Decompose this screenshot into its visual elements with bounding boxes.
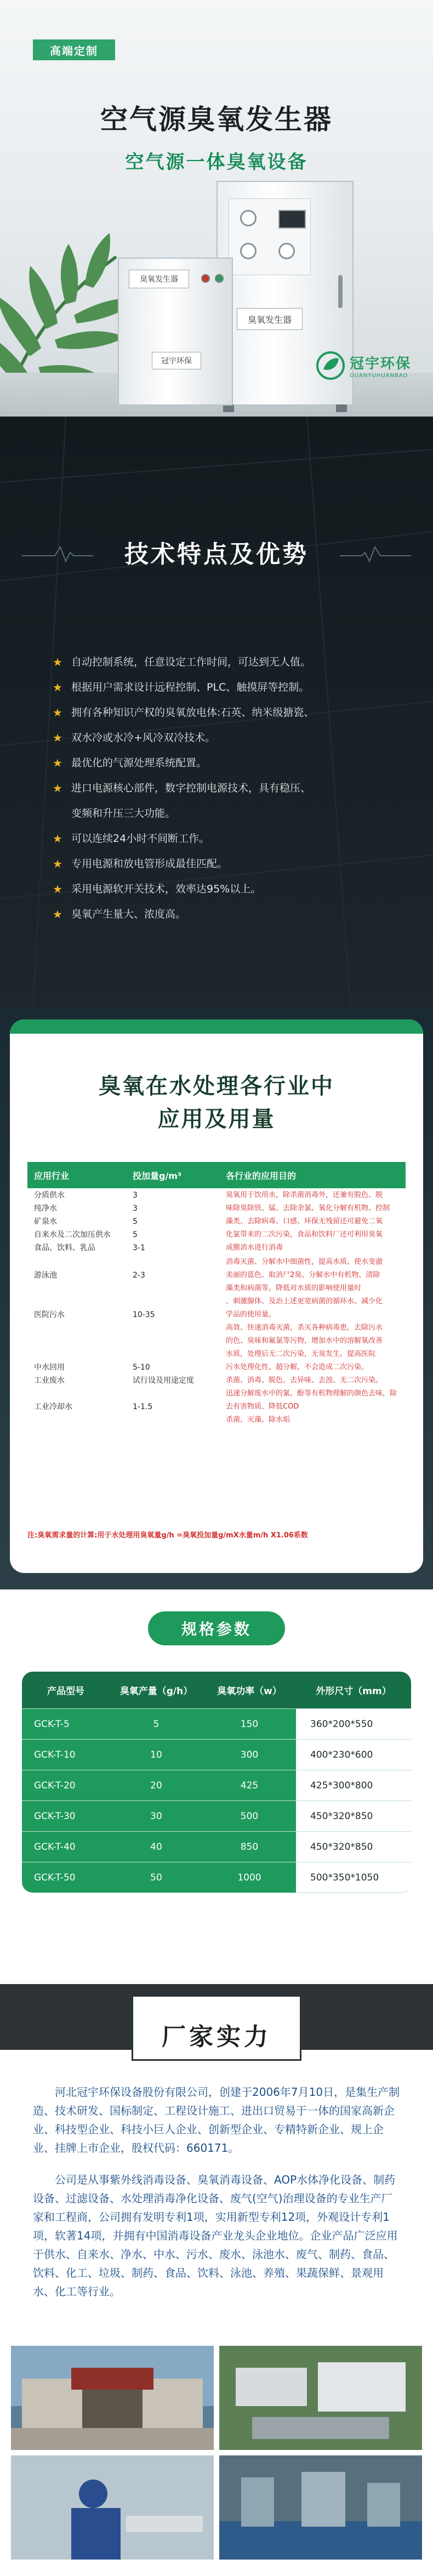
table-row: [27, 1308, 406, 1321]
application-section: [0, 1008, 433, 1589]
brand-logo: [316, 351, 411, 380]
table-row: [27, 1268, 406, 1281]
table-cell-power: 425: [203, 1770, 296, 1801]
star-icon: ★: [53, 908, 62, 921]
company-intro: 河北冠宇环保设备股份有限公司，创建于2006年7月10日，是集生产制造、技术研发、国标制定、工程设计施工、进出口贸易于一体的国家高新企业、科技型企业、科技小巨人企业、创新型企业、专精特新企业、规上企业、挂牌上市企业，股权代码：660171。: [33, 2085, 400, 2155]
table-cell-model: GCK-T-10: [22, 1740, 110, 1770]
table-cell-industry: [27, 1295, 126, 1308]
features-section: [0, 417, 433, 1008]
feature-item: [53, 826, 403, 851]
table-cell-industry: 医院污水: [34, 1310, 65, 1319]
feature-text: 采用电源软开关技术，效率达95%以上。: [71, 883, 261, 895]
table-cell-size: 450*320*850: [296, 1801, 411, 1832]
feature-item: [53, 801, 403, 826]
card-accent-bar: [10, 1019, 423, 1034]
table-cell-power: 1000: [203, 1862, 296, 1893]
application-table: [27, 1162, 406, 1426]
table-cell-model: GCK-T-5: [22, 1709, 110, 1740]
star-icon: ★: [53, 756, 62, 770]
page-subtitle: 空气源一体臭氧设备: [125, 151, 308, 173]
power-button-icon: [215, 274, 224, 283]
star-icon: ★: [53, 782, 62, 795]
table-cell-output: 5: [110, 1709, 203, 1740]
table-cell-size: 450*320*850: [296, 1832, 411, 1862]
cabinet-foot: [223, 404, 234, 412]
table-cell-purpose: 味除臭除铁、锰、去除余氯、氧化分解有机物、控制: [226, 1204, 390, 1212]
table-header: 投加量g/m³: [126, 1162, 219, 1188]
table-cell-dose: 5-10: [133, 1363, 150, 1372]
table-cell-dose: 1-1.5: [133, 1403, 153, 1411]
control-panel: [229, 198, 311, 275]
table-cell-dose: 5: [133, 1230, 138, 1239]
cabinet-nameplate: 臭氧发生器: [237, 308, 303, 330]
table-cell-dose: 3: [133, 1191, 138, 1200]
star-icon: ★: [53, 656, 62, 669]
manufacturer-section: [0, 1962, 433, 2576]
table-cell-purpose: 去有害物质、降低COD: [226, 1403, 299, 1411]
cabinet-nameplate: 臭氧发生器: [129, 270, 189, 288]
star-icon: ★: [53, 681, 62, 694]
table-cell-dose: [126, 1255, 219, 1268]
table-cell-purpose: 学品的使用量。: [226, 1310, 276, 1319]
table-cell-industry: 分质供水: [34, 1191, 65, 1200]
table-row: [27, 1201, 406, 1215]
table-cell-industry: 工业废水: [34, 1376, 65, 1385]
table-cell-industry: 中水回用: [34, 1363, 65, 1372]
cabinet-foot: [336, 404, 347, 412]
table-header: 臭氧功率（w）: [203, 1672, 296, 1709]
star-icon: ★: [53, 706, 62, 719]
star-icon: ★: [53, 882, 62, 896]
table-row: [27, 1255, 406, 1268]
manufacturer-header: [0, 1984, 433, 2050]
table-cell-industry: [27, 1321, 126, 1334]
table-cell-dose: [126, 1387, 219, 1400]
workshop-photo: [219, 2455, 422, 2560]
table-cell-model: GCK-T-30: [22, 1801, 110, 1832]
specs-table: [22, 1672, 411, 1893]
features-title: 技术特点及优势: [124, 540, 309, 568]
door-handle: [338, 275, 343, 308]
table-row: [27, 1295, 406, 1308]
table-header: 外形尺寸（mm）: [296, 1672, 411, 1709]
table-cell-dose: 3: [133, 1204, 138, 1213]
table-cell-output: 50: [110, 1862, 203, 1893]
table-row: [27, 1347, 406, 1360]
table-row: [22, 1862, 411, 1893]
table-row: [27, 1321, 406, 1334]
table-header: 产品型号: [22, 1672, 110, 1709]
table-cell-power: 500: [203, 1801, 296, 1832]
star-icon: ★: [53, 731, 62, 744]
specs-title: 规格参数: [148, 1611, 285, 1645]
table-cell-output: 20: [110, 1770, 203, 1801]
table-cell-industry: 工业冷却水: [34, 1403, 72, 1411]
plant-aerial-photo: [219, 2346, 422, 2450]
table-cell-purpose: 藻类、去除病毒、口感、环保无残留还可避免二氧: [226, 1217, 383, 1226]
table-cell-output: 40: [110, 1832, 203, 1862]
table-cell-industry: [27, 1347, 126, 1360]
table-row: [27, 1188, 406, 1201]
table-row: [27, 1215, 406, 1228]
table-cell-dose: [126, 1321, 219, 1334]
feature-text: 拥有各种知识产权的臭氧放电体:石英、纳米级搪瓷、: [71, 706, 315, 719]
table-cell-model: GCK-T-40: [22, 1832, 110, 1862]
feature-item: [53, 750, 403, 776]
feature-item: [53, 649, 403, 675]
table-cell-industry: 游泳池: [34, 1271, 57, 1280]
table-cell-output: 30: [110, 1801, 203, 1832]
gauge-icon: [240, 210, 257, 226]
feature-item: [53, 876, 403, 902]
dosage-formula-note: 注:臭氧需求量的计算:用于水处理用臭氧量g/h =臭氧投加量g/mX水量m/h X1.06系数: [27, 1531, 308, 1540]
table-cell-output: 10: [110, 1740, 203, 1770]
star-icon: ★: [53, 857, 62, 870]
features-list: [53, 649, 403, 927]
application-title-line1: 臭氧在水处理各行业中: [99, 1074, 334, 1099]
feature-text: 双水冷或水冷+风冷双冷技术。: [71, 732, 215, 744]
table-cell-dose: 10-35: [133, 1310, 155, 1319]
table-cell-dose: [126, 1334, 219, 1347]
table-cell-dose: [126, 1347, 219, 1360]
manufacturer-title: 厂家实力: [162, 2023, 271, 2051]
worker-welding-photo: [11, 2455, 214, 2560]
table-cell-purpose: 杀菌、消毒、脱色、去异味、去浊、无二次污染。: [226, 1376, 383, 1384]
table-header: 各行业的应用目的: [219, 1162, 406, 1188]
table-header: 臭氧产量（g/h）: [110, 1672, 203, 1709]
table-cell-model: GCK-T-50: [22, 1862, 110, 1893]
table-cell-purpose: 藻类和病菌等。降低对水质的影响使用量时: [226, 1284, 362, 1292]
table-cell-purpose: 高效、快速消毒灭菌，杀灭各种病毒患，去除污水: [226, 1324, 383, 1332]
table-cell-purpose: 杀菌、灭藻、除水垢: [226, 1416, 290, 1424]
logo-english: GUANYUHUANBAO: [349, 373, 408, 379]
table-row: [22, 1801, 411, 1832]
table-cell-industry: 纯净水: [34, 1204, 57, 1213]
table-cell-size: 425*300*800: [296, 1770, 411, 1801]
small-ozone-cabinet: [118, 258, 233, 406]
table-cell-dose: 5: [133, 1217, 138, 1226]
application-title-line2: 应用及用量: [157, 1107, 276, 1132]
table-cell-power: 850: [203, 1832, 296, 1862]
table-cell-dose: [126, 1295, 219, 1308]
page-title: 空气源臭氧发生器: [100, 104, 333, 135]
table-cell-purpose: 迅速分解废水中的氰、酚等有机物理解的颜色去味，除: [226, 1389, 397, 1398]
feature-text: 可以连续24小时不间断工作。: [71, 833, 210, 845]
table-cell-size: 500*350*1050: [296, 1862, 411, 1893]
table-cell-purpose: 化氯带来的二次污染，食品和饮料厂还可利用臭氧: [226, 1230, 383, 1239]
leaf-logo-icon: [316, 351, 345, 380]
table-cell-industry: 自来水及二次加压供水: [34, 1230, 111, 1239]
table-cell-size: 360*200*550: [296, 1709, 411, 1740]
feature-text: 自动控制系统，任意设定工作时间，可达到无人值。: [71, 656, 311, 668]
table-cell-purpose: 消毒灭菌、分解水中细菌性，提高水质、使水变澈: [226, 1258, 383, 1266]
table-row: [27, 1400, 406, 1413]
gauge-icon: [240, 243, 257, 259]
feature-item: [53, 776, 403, 801]
factory-gate-photo: [11, 2346, 214, 2450]
table-row: [27, 1374, 406, 1387]
table-cell-power: 150: [203, 1709, 296, 1740]
table-cell-purpose: 臭氧用于饮用水，除杀菌消毒外，还兼有脱色、脱: [226, 1191, 383, 1199]
table-cell-industry: 矿泉水: [34, 1217, 57, 1226]
table-cell-size: 400*230*600: [296, 1740, 411, 1770]
power-button-icon: [201, 274, 210, 283]
table-row: [22, 1740, 411, 1770]
feature-item: [53, 851, 403, 876]
feature-text: 最优化的气源处理系统配置。: [71, 757, 207, 769]
table-cell-industry: [27, 1387, 126, 1400]
table-row: [27, 1281, 406, 1295]
table-cell-purpose: 成膜消水进行消毒: [226, 1244, 283, 1252]
table-cell-dose: 3-1: [133, 1244, 145, 1252]
table-cell-dose: [126, 1413, 219, 1426]
feature-text: 臭氧产生量大、浓度高。: [71, 908, 186, 920]
table-cell-dose: 2-3: [133, 1271, 145, 1280]
table-row: [27, 1334, 406, 1347]
feature-text: 根据用户需求设计远程控制、PLC、触摸屏等控制。: [71, 681, 310, 693]
table-row: [27, 1241, 406, 1254]
star-icon: ★: [53, 832, 62, 845]
feature-text: 变频和升压三大功能。: [71, 807, 176, 819]
table-cell-purpose: 、刺激腺体、及治上述更宽病菌的循环水、减少化: [226, 1297, 383, 1306]
application-card: [10, 1019, 423, 1573]
table-cell-model: GCK-T-20: [22, 1770, 110, 1801]
table-cell-purpose: 污水处理化性、超分解，不会造成二次污染。: [226, 1363, 369, 1371]
table-row: [27, 1387, 406, 1400]
logo-chinese: 冠宇环保: [349, 356, 411, 372]
table-cell-industry: 食品、饮料、乳品: [34, 1244, 95, 1252]
table-cell-industry: [27, 1281, 126, 1295]
table-row: [27, 1360, 406, 1374]
feature-text: 专用电源和放电管形成最佳匹配。: [71, 858, 228, 870]
table-cell-industry: [27, 1255, 126, 1268]
table-cell-dose: [126, 1281, 219, 1295]
feature-text: 进口电源核心部件，数字控制电源技术，具有稳压、: [71, 782, 311, 794]
table-cell-dose: 试行设及用途定度: [133, 1376, 194, 1385]
table-row: [27, 1413, 406, 1426]
feature-item: [53, 675, 403, 700]
table-cell-purpose: 水质，处理后无二次污染，无臭发生。提高医院: [226, 1350, 376, 1358]
feature-item: [53, 725, 403, 750]
table-cell-purpose: 美丽的蓝色、取消尸2臭、分解水中有机物、清除: [226, 1271, 380, 1279]
display-screen: [278, 210, 306, 229]
table-cell-industry: [27, 1334, 126, 1347]
table-cell-power: 300: [203, 1740, 296, 1770]
table-row: [27, 1228, 406, 1241]
table-cell-purpose: 的色、臭味和氟氯等污物，增加水中的溶解氧改善: [226, 1337, 383, 1345]
company-business: 公司是从事紫外线消毒设备、臭氧消毒设备、AOP水体净化设备、制药设备、过滤设备、水处理消毒净化设备、废气(空气)治理设备的专业生产厂家和工程商，公司拥有发明专利1项，实用新型专利12项，外观设计专利1项，软著14项，并拥有中国消毒设备产业龙头企业地位。企业产品广泛应用于供水、自来水、净水、中水、污水、废水、泳池水、废气、制药、食品、饮料、化工、垃圾、制药、食品、饮料、泳池、养殖、果蔬保鲜、景观用水、化工等行业。: [33, 2173, 398, 2298]
specs-section: [0, 1589, 433, 1962]
gauge-icon: [278, 243, 295, 259]
hero-banner: [0, 0, 433, 417]
table-row: [22, 1832, 411, 1862]
table-row: [22, 1770, 411, 1801]
feature-item: [53, 700, 403, 725]
premium-tag: 高端定制: [33, 39, 115, 60]
brand-plate: 冠宇环保: [152, 352, 201, 369]
table-cell-industry: [27, 1413, 126, 1426]
table-header: 应用行业: [27, 1162, 126, 1188]
feature-item: [53, 902, 403, 927]
table-row: [22, 1709, 411, 1740]
